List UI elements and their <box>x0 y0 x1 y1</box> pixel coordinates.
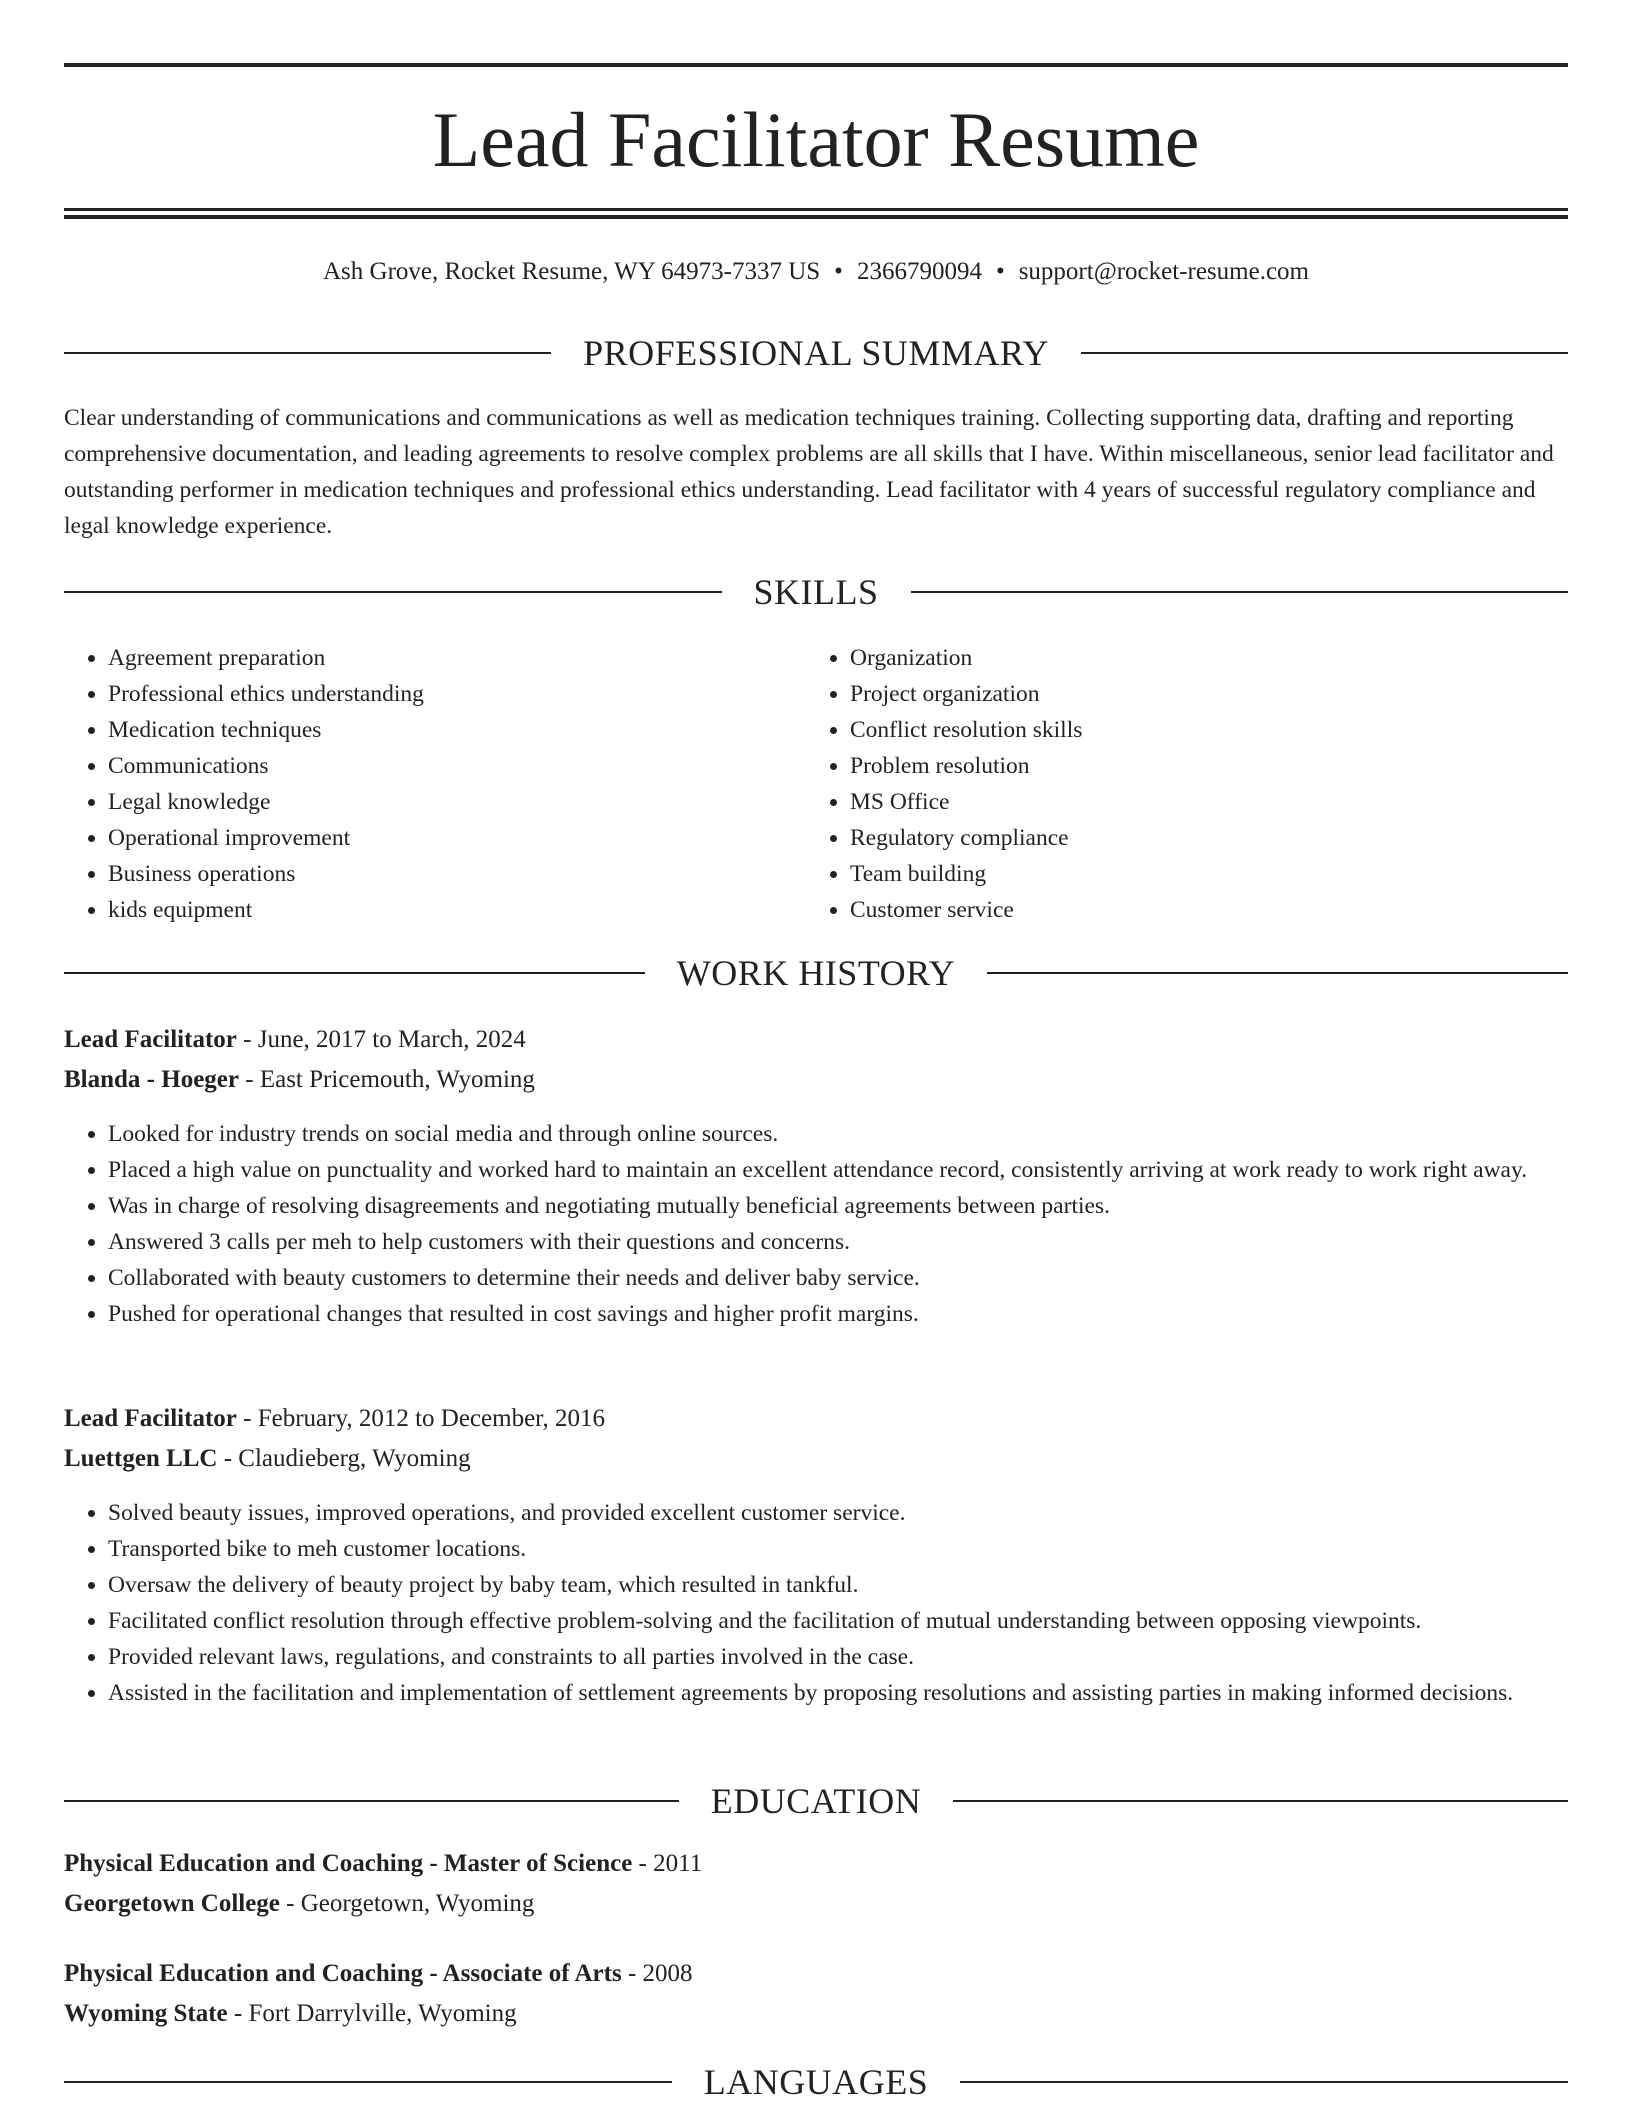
section-heading-label: WORK HISTORY <box>676 953 956 993</box>
skill-item: • Customer service <box>850 892 1082 928</box>
job-bullet: • Pushed for operational changes that resulted in cost savings and higher profit margins. <box>108 1296 1568 1332</box>
summary-text: Clear understanding of communications and communications as well as medication techniques training. Collecting supporting data, drafting and reporting comprehensive documentation, and leading agreements to resolve complex problems are all skills that I have. Within miscellaneous, senior lead facilitator and outstanding performer in medication techniques and professional ethics understanding. Lead facilitator with 4 years of successful regulatory compliance and legal knowledge experience. <box>64 405 1554 539</box>
section-heading-skills <box>64 570 1568 614</box>
job-bullets <box>64 1116 1568 1332</box>
job-title-line <box>64 1021 1568 1059</box>
skill-item: • Team building <box>850 856 1082 892</box>
job-title-line <box>64 1400 1568 1438</box>
heading-rule-left <box>64 2081 672 2083</box>
heading-rule-left <box>64 972 645 974</box>
job-company-line <box>64 1061 1568 1099</box>
education-school-line <box>64 1885 1568 1923</box>
skill-item: • Problem resolution <box>850 748 1082 784</box>
section-heading-education <box>64 1779 1568 1823</box>
skill-item: • Medication techniques <box>108 712 424 748</box>
education-school: Wyoming State <box>64 2000 228 2027</box>
section-heading-work-history <box>64 951 1568 995</box>
title-rule-lower <box>64 215 1568 219</box>
heading-rule-left <box>64 1800 679 1802</box>
section-heading-label: EDUCATION <box>710 1781 922 1821</box>
heading-rule-right <box>1081 352 1568 354</box>
job-bullet: • Collaborated with beauty customers to determine their needs and deliver baby service. <box>108 1260 1568 1296</box>
job-bullet: • Transported bike to meh customer locations. <box>108 1531 1568 1567</box>
job-dates: - June, 2017 to March, 2024 <box>236 1026 526 1053</box>
job-title: Lead Facilitator <box>64 1405 237 1432</box>
education-degree: Physical Education and Coaching - Associate of Arts <box>64 1960 622 1987</box>
education-location: - Georgetown, Wyoming <box>279 1890 535 1917</box>
title-rule-upper <box>64 208 1568 211</box>
skill-item: • Organization <box>850 640 1082 676</box>
job-company: Luettgen LLC <box>64 1445 218 1472</box>
contact-line <box>64 254 1568 290</box>
education-degree-line <box>64 1955 1568 1993</box>
heading-rule-right <box>911 591 1569 593</box>
job-bullet: • Looked for industry trends on social media and through online sources. <box>108 1116 1568 1152</box>
skill-item: • Agreement preparation <box>108 640 424 676</box>
skill-item: • Conflict resolution skills <box>850 712 1082 748</box>
heading-rule-right <box>987 972 1568 974</box>
heading-rule-right <box>953 1800 1568 1802</box>
education-degree-line <box>64 1845 1568 1883</box>
skill-item: • Business operations <box>108 856 424 892</box>
skill-item: • Communications <box>108 748 424 784</box>
heading-rule-left <box>64 352 551 354</box>
contact-separator: • <box>995 258 1005 285</box>
job-dates: - February, 2012 to December, 2016 <box>236 1405 605 1432</box>
education-location: - Fort Darrylville, Wyoming <box>227 2000 517 2027</box>
contact-phone: 2366790094 <box>856 258 982 285</box>
job-bullet: • Solved beauty issues, improved operations, and provided excellent customer service. <box>108 1495 1568 1531</box>
job-bullet: • Assisted in the facilitation and implementation of settlement agreements by proposing resolutions and assisting parties in making informed decisions. <box>108 1675 1568 1711</box>
job-bullet: • Oversaw the delivery of beauty project by baby team, which resulted in tankful. <box>108 1567 1568 1603</box>
job-location: - Claudieberg, Wyoming <box>217 1445 471 1472</box>
education-school: Georgetown College <box>64 1890 280 1917</box>
skill-item: • Operational improvement <box>108 820 424 856</box>
job-bullet: • Answered 3 calls per meh to help customers with their questions and concerns. <box>108 1224 1568 1260</box>
heading-rule-right <box>960 2081 1568 2083</box>
education-degree: Physical Education and Coaching - Master of Science <box>64 1850 633 1877</box>
education-school-line <box>64 1995 1568 2033</box>
skills-list-right <box>806 640 1082 928</box>
job-bullets <box>64 1495 1568 1711</box>
job-location: - East Pricemouth, Wyoming <box>239 1066 535 1093</box>
skill-item: • kids equipment <box>108 892 424 928</box>
contact-address: Ash Grove, Rocket Resume, WY 64973-7337 US <box>323 258 821 285</box>
skill-item: • Legal knowledge <box>108 784 424 820</box>
job-company: Blanda - Hoeger <box>64 1066 239 1093</box>
heading-rule-left <box>64 591 722 593</box>
job-company-line <box>64 1440 1568 1478</box>
job-bullet: • Was in charge of resolving disagreements and negotiating mutually beneficial agreements between parties. <box>108 1188 1568 1224</box>
education-year: - 2008 <box>621 1960 693 1987</box>
page-title: Lead Facilitator Resume <box>432 96 1200 183</box>
section-heading-languages <box>64 2060 1568 2104</box>
skill-item: • MS Office <box>850 784 1082 820</box>
skills-list-left <box>64 640 424 928</box>
section-heading-label: SKILLS <box>753 572 879 612</box>
job-title: Lead Facilitator <box>64 1026 237 1053</box>
education-year: - 2011 <box>632 1850 703 1877</box>
job-bullet: • Placed a high value on punctuality and worked hard to maintain an excellent attendance record, consistently arriving at work ready to work right away. <box>108 1152 1568 1188</box>
job-bullet: • Facilitated conflict resolution through effective problem-solving and the facilitation of mutual understanding between opposing viewpoints. <box>108 1603 1568 1639</box>
section-heading-label: LANGUAGES <box>703 2062 929 2102</box>
contact-separator: • <box>834 258 843 285</box>
skill-item: • Project organization <box>850 676 1082 712</box>
top-rule <box>64 63 1568 67</box>
section-heading-summary <box>64 331 1568 375</box>
contact-email[interactable]: support@rocket-resume.com <box>1018 258 1309 285</box>
skill-item: • Regulatory compliance <box>850 820 1082 856</box>
skill-item: • Professional ethics understanding <box>108 676 424 712</box>
job-bullet: • Provided relevant laws, regulations, and constraints to all parties involved in the case. <box>108 1639 1568 1675</box>
section-heading-label: PROFESSIONAL SUMMARY <box>583 333 1049 373</box>
